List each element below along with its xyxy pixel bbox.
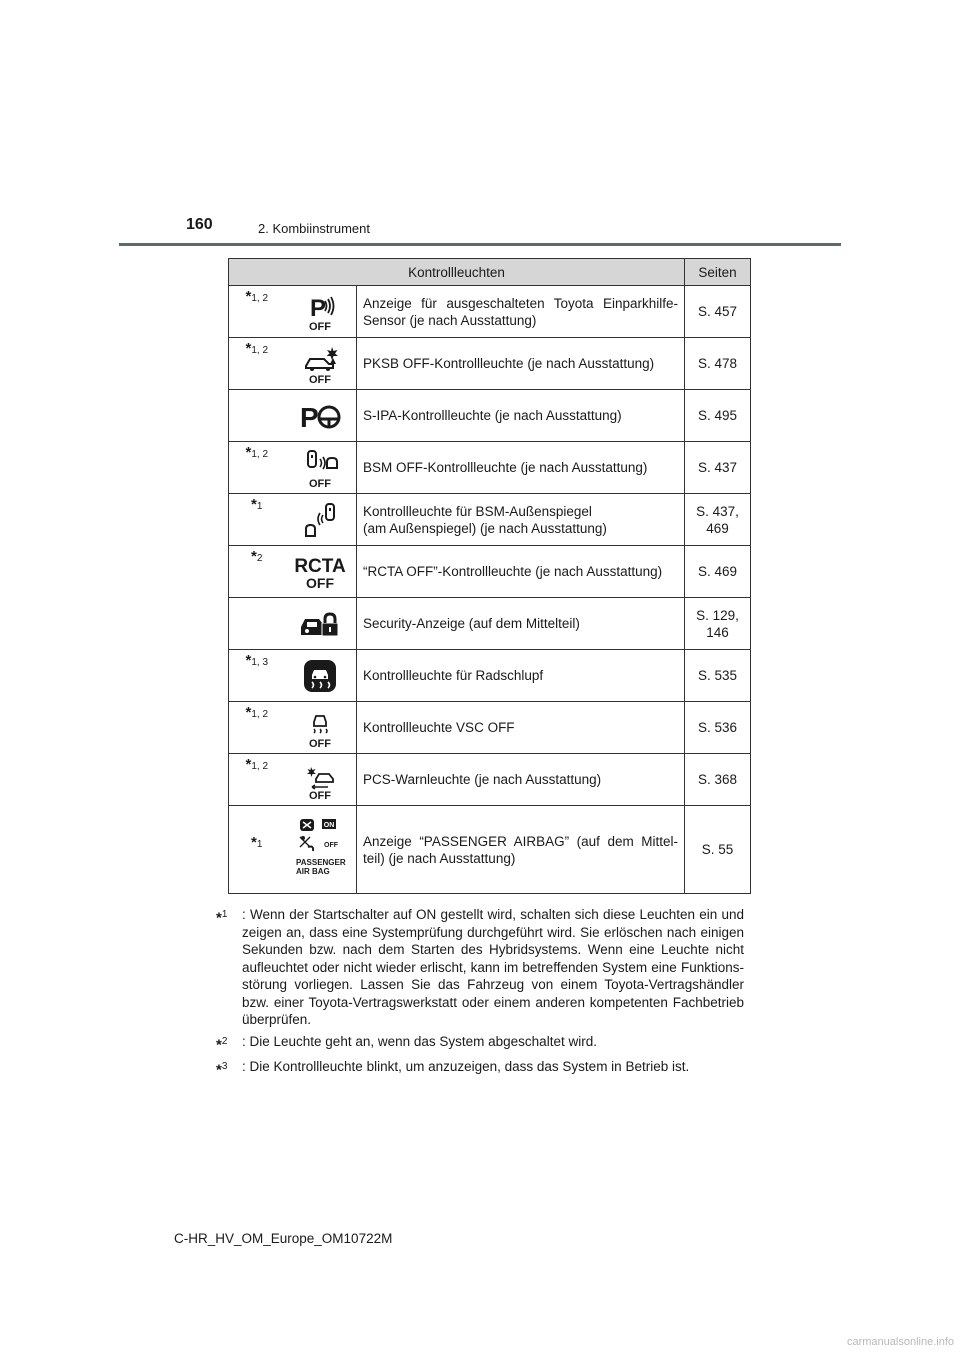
svg-text:P: P bbox=[300, 401, 319, 433]
indicator-table bbox=[228, 258, 751, 894]
table-row bbox=[229, 390, 751, 442]
vsc-off-icon bbox=[285, 702, 357, 754]
footnote-ref: *1, 3 bbox=[229, 650, 285, 702]
document-id: C-HR_HV_OM_Europe_OM10722M bbox=[174, 1231, 393, 1246]
page-reference: S. 495 bbox=[685, 390, 751, 442]
footnote-ref bbox=[229, 598, 285, 650]
indicator-description: S-IPA-Kontrollleuchte (je nach Ausstattung) bbox=[357, 390, 685, 442]
page-reference: S. 55 bbox=[685, 806, 751, 894]
svg-text:PASSENGER: PASSENGER bbox=[296, 857, 346, 867]
svg-text:OFF: OFF bbox=[306, 574, 335, 590]
footnote-ref: *1, 2 bbox=[229, 442, 285, 494]
slip-indicator-icon bbox=[285, 650, 357, 702]
page-reference: S. 536 bbox=[685, 702, 751, 754]
parking-sensor-off-icon bbox=[285, 286, 357, 338]
page-reference: S. 478 bbox=[685, 338, 751, 390]
indicator-description: Anzeige für ausgeschalteten Toyota Einparkhilfe-Sensor (je nach Ausstattung) bbox=[357, 286, 685, 338]
table-row bbox=[229, 806, 751, 894]
pcs-warning-icon bbox=[285, 754, 357, 806]
header-rule bbox=[119, 243, 841, 246]
svg-text:OFF: OFF bbox=[309, 789, 332, 800]
security-icon bbox=[285, 598, 357, 650]
indicator-description: Anzeige “PASSENGER AIRBAG” (auf dem Mittel-teil) (je nach Ausstattung) bbox=[357, 806, 685, 894]
footnote-ref: *1, 2 bbox=[229, 338, 285, 390]
svg-text:RCTA: RCTA bbox=[294, 555, 346, 577]
footnote: *$^3$ : Die Kontrollleuchte blinkt, um anzuzeigen, dass das System in Betrieb ist. bbox=[216, 1058, 744, 1079]
page-reference: S. 535 bbox=[685, 650, 751, 702]
page-number: 160 bbox=[186, 216, 213, 233]
svg-text:OFF: OFF bbox=[309, 477, 332, 488]
indicator-description: Kontrollleuchte VSC OFF bbox=[357, 702, 685, 754]
footnote-ref: *1 bbox=[229, 806, 285, 894]
column-header-lights: Kontrollleuchten bbox=[229, 259, 685, 286]
column-header-pages: Seiten bbox=[685, 259, 751, 286]
footnote-ref: *1, 2 bbox=[229, 286, 285, 338]
indicator-description: Security-Anzeige (auf dem Mittelteil) bbox=[357, 598, 685, 650]
table-header-row bbox=[229, 259, 751, 286]
svg-text:OFF: OFF bbox=[324, 841, 339, 849]
table-row bbox=[229, 338, 751, 390]
footnote-text: : Die Leuchte geht an, wenn das System abgeschaltet wird. bbox=[242, 1033, 597, 1049]
table-row bbox=[229, 702, 751, 754]
svg-text:OFF: OFF bbox=[309, 737, 332, 748]
footnote-ref: *2 bbox=[229, 546, 285, 598]
page-reference: S. 457 bbox=[685, 286, 751, 338]
indicator-description: BSM OFF-Kontrollleuchte (je nach Ausstattung) bbox=[357, 442, 685, 494]
footnote-text: : Wenn der Startschalter auf ON gestellt wird, schalten sich diese Leuchten ein und zeigen an, dass eine Systemprüfung durchgeführt wird. Sie erlöschen nach einigen Sekunden bzw. nach dem Starten des Hybridsystems. Wenn eine Leuchte nicht aufleuchtet oder nicht wieder erlischt, kann im betreffenden System eine Funktions-störung vorliegen. Lassen Sie das Fahrzeug von einem Toyota-Vertragshändler bzw. einer Toyota-Vertragswerkstatt oder einem anderen kompetenten Fachbetrieb überprüfen. bbox=[242, 907, 744, 1027]
svg-text:ON: ON bbox=[324, 821, 335, 829]
bsm-mirror-icon bbox=[285, 494, 357, 546]
indicator-description: Kontrollleuchte für Radschlupf bbox=[357, 650, 685, 702]
footnote-ref bbox=[229, 390, 285, 442]
footnote-text: : Die Kontrollleuchte blinkt, um anzuzeigen, dass das System in Betrieb ist. bbox=[242, 1058, 690, 1074]
footnote-ref: *1, 2 bbox=[229, 754, 285, 806]
indicator-description: “RCTA OFF”-Kontrollleuchte (je nach Ausstattung) bbox=[357, 546, 685, 598]
page-reference: S. 437 bbox=[685, 442, 751, 494]
watermark: carmanualsonline.info bbox=[846, 1336, 954, 1348]
section-title: 2. Kombiinstrument bbox=[258, 221, 370, 236]
table-row bbox=[229, 494, 751, 546]
svg-text:P: P bbox=[310, 294, 327, 322]
indicator-description: PCS-Warnleuchte (je nach Ausstattung) bbox=[357, 754, 685, 806]
rcta-off-icon bbox=[285, 546, 357, 598]
footnote: *$^1$ : Wenn der Startschalter auf ON gestellt wird, schalten sich diese Leuchten ein und zeigen an, dass eine Systemprüfung durchgeführt wird. Sie erlöschen nach einigen Sekunden bzw. nach dem Starten des Hybridsystems. Wenn eine Leuchte nicht aufleuchtet oder nicht wieder erlischt, kann im betreffenden System eine Funktions-störung vorliegen. Lassen Sie das Fahrzeug von einem Toyota-Vertragshändler bzw. einer Toyota-Vertragswerkstatt oder einem anderen kompetenten Fachbetrieb überprüfen. bbox=[216, 907, 744, 1027]
table-row bbox=[229, 754, 751, 806]
passenger-airbag-icon bbox=[285, 806, 357, 894]
bsm-off-icon bbox=[285, 442, 357, 494]
table-row bbox=[229, 650, 751, 702]
indicator-description: Kontrollleuchte für BSM-Außenspiegel (am Außenspiegel) (je nach Ausstattung) bbox=[357, 494, 685, 546]
table-row bbox=[229, 286, 751, 338]
footnotes bbox=[216, 906, 744, 1083]
page-reference: S. 129, 146 bbox=[685, 598, 751, 650]
footnote-ref: *1 bbox=[229, 494, 285, 546]
footnote: *$^2$ : Die Leuchte geht an, wenn das System abgeschaltet wird. bbox=[216, 1033, 744, 1054]
svg-text:OFF: OFF bbox=[309, 373, 332, 384]
footnote-ref: *1, 2 bbox=[229, 702, 285, 754]
indicator-description: PKSB OFF-Kontrollleuchte (je nach Ausstattung) bbox=[357, 338, 685, 390]
table-row bbox=[229, 442, 751, 494]
table-row bbox=[229, 546, 751, 598]
table-row bbox=[229, 598, 751, 650]
page-reference: S. 437, 469 bbox=[685, 494, 751, 546]
page-reference: S. 368 bbox=[685, 754, 751, 806]
pksb-off-icon bbox=[285, 338, 357, 390]
s-ipa-icon bbox=[285, 390, 357, 442]
page-reference: S. 469 bbox=[685, 546, 751, 598]
svg-text:AIR BAG: AIR BAG bbox=[296, 866, 331, 876]
svg-text:OFF: OFF bbox=[309, 320, 332, 332]
